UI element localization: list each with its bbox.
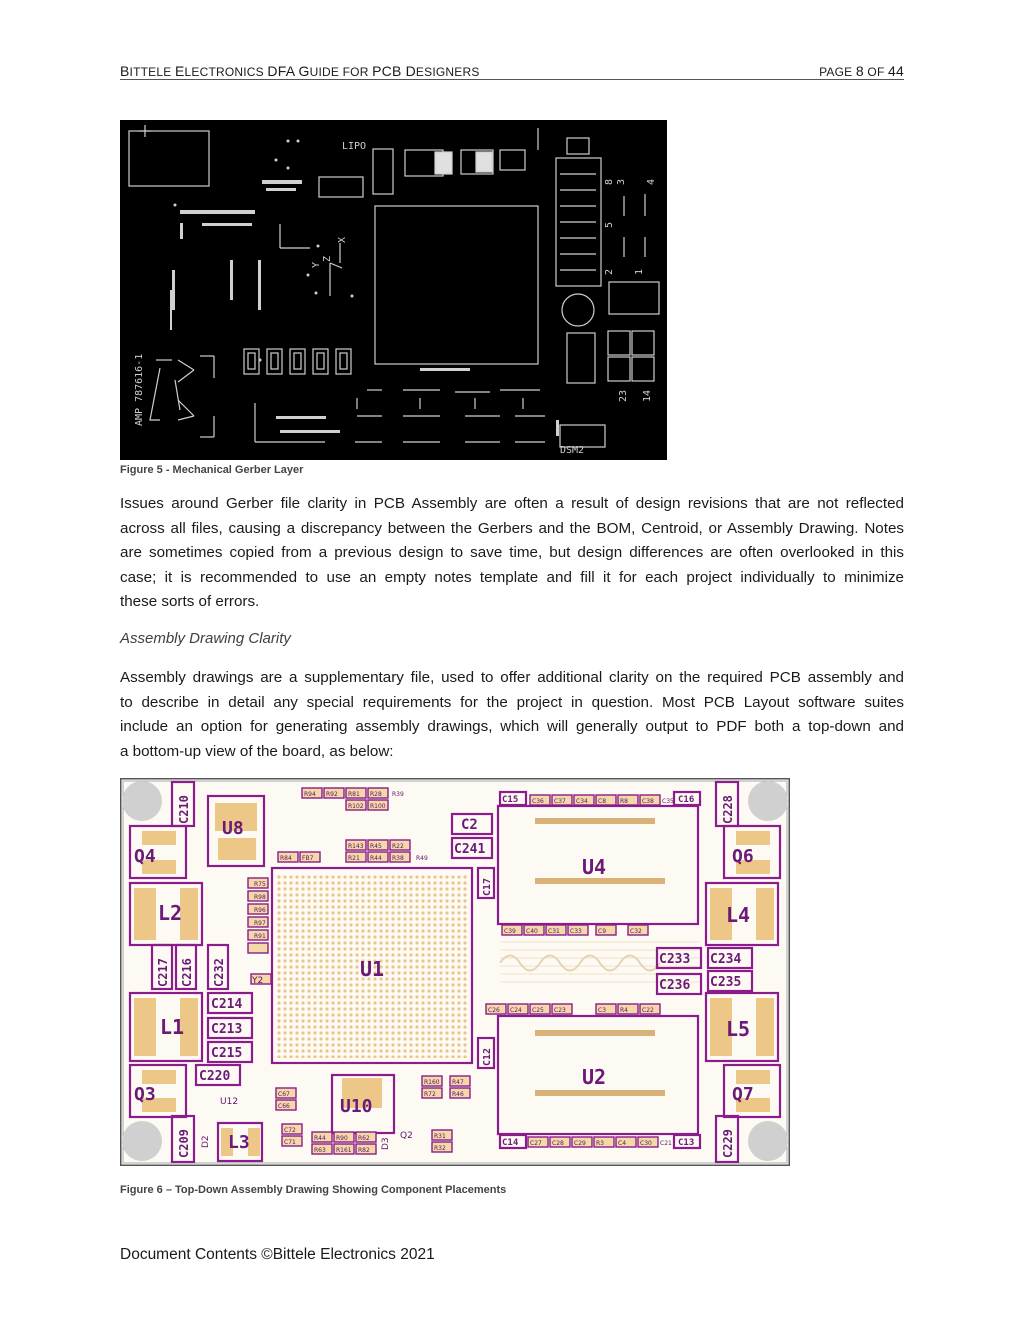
label-u8: U8 (222, 818, 244, 839)
label-r143: R143 (348, 843, 364, 850)
label-c31: C31 (548, 928, 560, 935)
label-y2: Y2 (252, 976, 264, 986)
label-c30: C30 (640, 1140, 652, 1147)
label-r81: R81 (348, 791, 360, 798)
x-axis-label: X (337, 236, 348, 243)
label-c25: C25 (532, 1007, 544, 1014)
label-c216: C216 (180, 958, 194, 987)
label-c67: C67 (278, 1091, 290, 1098)
label-c29: C29 (574, 1140, 586, 1147)
pin-5-label: 5 (604, 221, 615, 228)
label-r82: R82 (358, 1147, 370, 1154)
dsm2-label: DSM2 (560, 445, 585, 456)
label-c66: C66 (278, 1103, 290, 1110)
label-c210: C210 (177, 795, 191, 824)
label-r98: R98 (254, 894, 266, 901)
label-c15: C15 (502, 795, 519, 805)
label-r102: R102 (348, 803, 364, 810)
lipo-label: LIPO (342, 141, 367, 152)
label-c21: C21 (660, 1140, 672, 1147)
label-c213: C213 (211, 1022, 243, 1037)
label-c2: C2 (461, 817, 478, 833)
document-title: BITTELE ELECTRONICS DFA GUIDE FOR PCB DESIGNERS (120, 63, 480, 79)
label-c4: C4 (618, 1140, 627, 1147)
label-c233: C233 (659, 952, 691, 967)
label-d2: D2 (201, 1135, 211, 1148)
pin-14-label: 14 (642, 389, 653, 402)
label-c22: C22 (642, 1007, 654, 1014)
pin-3-label: 3 (616, 178, 627, 185)
label-c236: C236 (659, 978, 691, 993)
label-q2: Q2 (400, 1131, 413, 1141)
paragraph-assembly-drawings: Assembly drawings are a supplementary file, used to offer additional clarity on the required PCB assembly and to describe in detail any special requirements for the project in question. Most PCB Layout software suites include an option for generating assembly drawings, which will generally output to PDF both a top-down and a bottom-up view of the board, as below: (120, 669, 904, 760)
section-subheading: Assembly Drawing Clarity (120, 630, 291, 647)
label-c3: C3 (598, 1007, 607, 1014)
label-q7: Q7 (732, 1084, 754, 1105)
label-c36: C36 (532, 798, 544, 805)
label-r49: R49 (416, 855, 428, 862)
label-r39: R39 (392, 791, 404, 798)
page-footer: Document Contents ©Bittele Electronics 2021 (120, 1246, 435, 1263)
label-c214: C214 (211, 997, 243, 1012)
label-r75: R75 (254, 881, 266, 888)
label-c229: C229 (721, 1129, 735, 1158)
label-c23: C23 (554, 1007, 566, 1014)
pin-23-label: 23 (618, 389, 629, 402)
label-r100: R100 (370, 803, 386, 810)
label-fb7: FB7 (302, 855, 314, 862)
label-c26: C26 (488, 1007, 500, 1014)
label-c72: C72 (284, 1127, 296, 1134)
label-c71: C71 (284, 1139, 296, 1146)
label-c34: C34 (576, 798, 588, 805)
label-u2: U2 (582, 1065, 607, 1089)
label-c38: C38 (642, 798, 654, 805)
label-c220: C220 (199, 1069, 231, 1084)
label-c14: C14 (502, 1138, 519, 1148)
label-r97: R97 (254, 920, 266, 927)
label-c9: C9 (598, 928, 607, 935)
label-r45: R45 (370, 843, 382, 850)
label-c24: C24 (510, 1007, 522, 1014)
label-c32: C32 (630, 928, 642, 935)
label-c17: C17 (482, 877, 493, 896)
label-c215: C215 (211, 1046, 243, 1061)
page-header (120, 62, 904, 80)
label-c40: C40 (526, 928, 538, 935)
label-l2: L2 (158, 901, 183, 925)
label-r160: R160 (424, 1079, 440, 1086)
label-u12: U12 (220, 1097, 239, 1107)
figure-6-caption: Figure 6 – Top-Down Assembly Drawing Showing Component Placements (120, 1184, 507, 1196)
label-r22: R22 (392, 843, 404, 850)
label-r21: R21 (348, 855, 360, 862)
label-r8: R8 (620, 798, 628, 805)
label-c241: C241 (454, 842, 486, 857)
label-c235: C235 (710, 975, 742, 990)
label-r47: R47 (452, 1079, 464, 1086)
label-r44-bottom: R44 (314, 1135, 326, 1142)
label-l3: L3 (228, 1132, 250, 1153)
label-r63: R63 (314, 1147, 326, 1154)
label-r62: R62 (358, 1135, 370, 1142)
assembly-drawing-figure (120, 778, 790, 1166)
label-c33: C33 (570, 928, 582, 935)
label-r32: R32 (434, 1145, 446, 1152)
amp-label: AMP 787616-1 (134, 353, 145, 426)
label-r38: R38 (392, 855, 404, 862)
label-r28: R28 (370, 791, 382, 798)
label-r92: R92 (326, 791, 338, 798)
label-r94: R94 (304, 791, 316, 798)
z-axis-label: Z (322, 255, 333, 262)
gerber-drawing (120, 120, 667, 460)
label-r72: R72 (424, 1091, 436, 1098)
label-d3: D3 (381, 1137, 391, 1150)
label-u4: U4 (582, 855, 607, 879)
label-c28: C28 (552, 1140, 564, 1147)
label-c12: C12 (482, 1047, 493, 1066)
label-r84: R84 (280, 855, 292, 862)
label-c37: C37 (554, 798, 566, 805)
label-q6: Q6 (732, 846, 754, 867)
label-l4: L4 (726, 903, 751, 927)
label-c209: C209 (177, 1129, 191, 1158)
label-r90: R90 (336, 1135, 348, 1142)
label-u10: U10 (340, 1096, 373, 1117)
label-r96: R96 (254, 907, 266, 914)
label-r31: R31 (434, 1133, 446, 1140)
label-c234: C234 (710, 952, 742, 967)
label-l5: L5 (726, 1017, 751, 1041)
assembly-drawing (120, 778, 790, 1166)
pin-1-label: 1 (634, 268, 645, 275)
y-axis-label: Y (311, 261, 322, 268)
label-c16: C16 (678, 795, 695, 805)
paragraph-gerber-clarity: Issues around Gerber file clarity in PCB Assembly are often a result of design revisions that are not reflected across all files, causing a discrepancy between the Gerbers and the BOM, Centroid, or Assembly Drawing. Notes are sometimes copied from a previous design to save time, but design differences are often overlooked in this case; it is recommended to use an empty notes template and fill it for each project individually to minimize these sorts of errors. (120, 495, 904, 610)
label-c27: C27 (530, 1140, 542, 1147)
label-c8: C8 (598, 798, 607, 805)
pin-8-label: 8 (604, 178, 615, 185)
label-c217: C217 (156, 958, 170, 987)
figure-5-caption: Figure 5 - Mechanical Gerber Layer (120, 464, 304, 476)
label-l1: L1 (160, 1015, 185, 1039)
label-c39: C39 (504, 928, 516, 935)
label-r161: R161 (336, 1147, 352, 1154)
label-c13: C13 (678, 1138, 695, 1148)
page-number: PAGE 8 OF 44 (819, 63, 904, 79)
mechanical-gerber-figure (120, 120, 667, 460)
label-r46: R46 (452, 1091, 464, 1098)
label-u1: U1 (360, 957, 385, 981)
label-q3: Q3 (134, 1084, 156, 1105)
pin-2-label: 2 (604, 268, 615, 275)
label-r91: R91 (254, 933, 266, 940)
label-c232: C232 (212, 958, 226, 987)
label-c35: C35 (662, 798, 674, 805)
label-r44: R44 (370, 855, 382, 862)
label-r3: R3 (596, 1140, 604, 1147)
label-r4: R4 (620, 1007, 628, 1014)
label-c228: C228 (721, 795, 735, 824)
label-q4: Q4 (134, 846, 156, 867)
pin-4-label: 4 (646, 178, 657, 185)
